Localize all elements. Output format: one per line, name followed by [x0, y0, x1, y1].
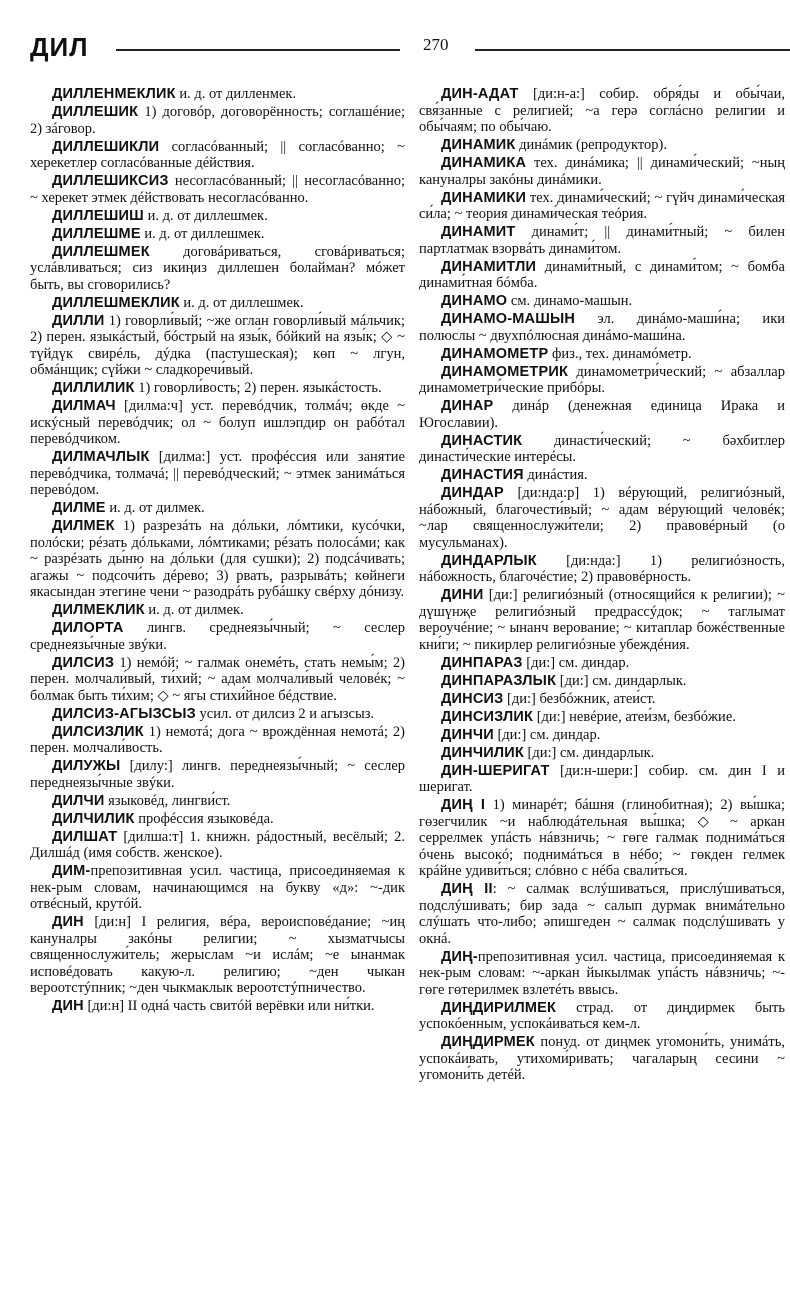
dictionary-entry: ДИЛСИЗ-АГЫЗСЫЗ усил. от дилсиз 2 и агызсыз.	[52, 705, 375, 722]
dictionary-entry: ДИН-ШЕРИГАТ [ди:н-шери:] собир. см. дин I и шеригат.	[419, 762, 785, 795]
dictionary-entry: ДИЛМАЧ [дилма:ч] уст. перевóдчик, толмáч; өкде ~ искýсный перевóдчик; ол ~ болуп ишлэпдир он рабóтал перевóдчиком.	[30, 398, 405, 447]
dictionary-entry: ДИЛСИЗ 1) немóй; ~ галмак онемéть, стать немы́м; 2) перен. молчали́вый, ти́хий; ~ адам молчали́вый человéк; ~ болмак быть ти́хим; ◇ ~ ягы стихи́йное бéдствие.	[30, 654, 405, 704]
running-headword: ДИЛ	[30, 32, 89, 62]
dictionary-entry: ДИЛЛИ 1) говорли́вый; ~же оглан говорли́вый мáльчик; 2) перен. языкáстый, бóстрый на язы́к, бóйкий на язы́к; ◇ ~ түйдүк свирéль, дýдка (пастушеская); көп ~ лгун, обмáнщик; сүйжи ~ сладкоречи́вый.	[30, 312, 405, 378]
dictionary-entry: ДИҢДИРИЛМЕК страд. от диңдирмек быть успокóенным, успокáиваться кем-л.	[419, 999, 785, 1032]
dictionary-entry: ДИНАМИТЛИ динами́тный, с динами́том; ~ бомба динами́тная бóмба.	[419, 258, 785, 291]
dictionary-entry: ДИНИ [ди:] религиóзный (относящийся к религии); ~ дүшүнҗе религиóзный предрассýдок; ~ таглымат вероучéние; ~ ынанч верование; ~ китаплар божéственные кни́ги; ~ пикирлер религиóзные убеждéния.	[419, 587, 785, 653]
dictionary-entry: ДИНАМИКА тех. динáмика; || динами́ческий; ~ның кануналры закóны динáмики.	[419, 155, 785, 188]
dictionary-entry: ДИЛУЖЫ [дилу:] лингв. переднеязы́чный; ~ сеслер переднеязы́чные звýки.	[30, 758, 405, 791]
dictionary-entry: ДИНАМОМЕТРИК динамометри́ческий; ~ абзаллар динамометри́ческие прибóры.	[419, 363, 785, 396]
right-column	[419, 86, 785, 1085]
dictionary-entry: ДИНАМИКИ тех. динами́ческий; ~ гүйч динами́ческая си́ла; ~ теория динами́ческая теóрия.	[419, 189, 785, 222]
dictionary-entry: ДИЛМАЧЛЫК [дилма:] уст. профéссия или занятие перевóдчика, толмачá; || перевóдческий; ~ этмек занимáться перевóдом.	[30, 449, 405, 498]
dictionary-entry: ДИЛЛЕШМЕК договáриваться, сговáриваться; услáвливаться; сиз икиңиз диллешен болайман? мóжет быть, вы сговорились?	[30, 243, 405, 293]
dictionary-entry: ДИҢ II: ~ салмак вслýшиваться, прислýшиваться, подслýшивать; бир зада ~ салып дурмак внимáтельно слýшать что-либо; әпишгеден ~ салмак подслýшивать у окнá.	[419, 881, 785, 947]
left-column	[30, 86, 405, 1016]
page-header	[30, 32, 790, 62]
dictionary-entry: ДИНАМОМЕТР физ., тех. динамóметр.	[441, 345, 692, 362]
header-rule-right	[475, 49, 790, 51]
dictionary-entry: ДИҢДИРМЕК понуд. от диңмек угомони́ть, унимáть, успокáивать, утихоми́ривать; чагаларың сесини ~ угомони́ть детéй.	[419, 1034, 785, 1083]
dictionary-entry: ДИЛОРТА лингв. среднеязы́чный; ~ сеслер среднеязы́чные звýки.	[30, 620, 405, 653]
dictionary-entry: ДИЛСИЗЛИК 1) немотá; дога ~ врождённая немотá; 2) перен. молчали́вость.	[30, 723, 405, 756]
dictionary-entry: ДИНАМИТ динами́т; || динами́тный; ~ билен партлатмак взорвáть динами́том.	[419, 224, 785, 257]
dictionary-entry: ДИНСИЗЛИК [ди:] невéрие, атеи́зм, безбóжие.	[441, 708, 736, 725]
dictionary-entry: ДИНАМО-МАШЫН эл. динáмо-маши́на; ики полюслы ~ двухпóлюсная динáмо-маши́на.	[419, 311, 785, 344]
dictionary-entry: ДИНАМО см. динамо-машын.	[441, 293, 633, 309]
dictionary-entry: ДИНДАР [ди:нда:р] 1) вéрующий, религиóзный, нáбожный, благочести́вый; ~ адам вéрующий человéк; ~лар священнослужи́тели; 2) правовéрный (о мусульманах).	[419, 485, 785, 551]
dictionary-entry: ДИЛЧИЛИК профéссия языковéда.	[52, 810, 274, 827]
dictionary-entry: ДИНДАРЛЫК [ди:нда:] 1) религиóзность, нáбожность, благочéстие; 2) правовéрность.	[419, 552, 785, 585]
dictionary-entry: ДИЛЛЕНМЕКЛИК и. д. от дилленмек.	[52, 86, 297, 102]
dictionary-entry: ДИН-АДАТ [ди:н-а:] собир. обря́ды и обы́чаи, свя́занные с религией; ~а герә соглáсно религии и обы́чаям; по обы́чаю.	[419, 86, 785, 135]
dictionary-entry: ДИН [ди:н] I религия, вéра, вероисповéдание; ~иң кануналры закóны религии; ~ хызматчысы священнослужи́тель; жерыслам ~и ислáм; ~е ынанмак исповéдовать какую-л. религию; ~ден чыкан вероотстýпник; ~ден чыкмаклык вероотстýпничество.	[30, 914, 405, 996]
dictionary-entry: ДИЛЛЕШИКСИЗ несогласóванный; || несогласóванно; ~ херекет этмек дéйствовать несогласóванно.	[30, 173, 405, 206]
dictionary-entry: ДИҢ I 1) минарéт; бáшня (глинобитная); 2) вы́шка; гөзегчилик ~и наблюдáтельная вы́шка; ◇ ~ аркан серрелмек упáсть нáвзничь; ~ гөге галмак поднимáться óчень высокó; поднимáться в нéбо; ~ гөкден гелмек крáйне удиви́ться; слóвно с нéба свали́ться.	[419, 797, 785, 879]
dictionary-entry: ДИНСИЗ [ди:] безбóжник, атеи́ст.	[441, 690, 656, 707]
dictionary-entry: ДИЛЧИ языковéд, лингви́ст.	[52, 792, 231, 809]
dictionary-entry: ДИНАСТИК династи́ческий; ~ бәхбитлер династи́ческие интерéсы.	[419, 432, 785, 465]
dictionary-entry: ДИЛЛЕШИШ и. д. от диллешмек.	[52, 207, 268, 224]
dictionary-entry: ДИНПАРАЗЛЫК [ди:] см. диндарлык.	[441, 672, 687, 689]
dictionary-entry: ДИНЧИЛИК [ди:] см. диндарлык.	[441, 744, 655, 761]
dictionary-entry: ДИЛМЕК 1) разрезáть на дóльки, лóмтики, кусóчки, полóски; рéзать дóльками, лóмтиками; рéзать полосáми; как ~ разрéзать ды́ню на дóльки (для сушки); 2) подсáчивать; агажы ~ подсочи́ть дéрево; 3) рвать, разрывáть; көйнеги якасындан этегине чени ~ разодрáть рубáшку свéрху дóнизу.	[30, 518, 405, 600]
dictionary-entry: ДИНПАРАЗ [ди:] см. диндар.	[441, 654, 630, 671]
dictionary-entry: ДИНАСТИЯ динáстия.	[441, 467, 588, 483]
dictionary-entry: ДИЛМЕКЛИК и. д. от дилмек.	[52, 602, 244, 618]
page-number: 270	[423, 35, 449, 54]
dictionary-entry: ДИЛМЕ и. д. от дилмек.	[52, 500, 205, 516]
dictionary-entry: ДИЛЛЕШМЕ и. д. от диллешмек.	[52, 225, 265, 242]
dictionary-entry: ДИНЧИ [ди:] см. диндар.	[441, 726, 601, 743]
header-rule-left	[116, 49, 400, 51]
dictionary-entry: ДИН [ди:н] II однá часть свитóй верёвки или ни́тки.	[52, 998, 375, 1014]
dictionary-entry: ДИМ-препозитивная усил. частица, присоединяемая к нек-рым словам, начинающимся на букву «д»: ~-дик отвéсный, крутóй.	[30, 863, 405, 912]
dictionary-entry: ДИНАМИК динáмик (репродуктор).	[441, 137, 667, 153]
dictionary-entry: ДИНАР динáр (денежная единица Ирака и Югославии).	[419, 398, 785, 431]
dictionary-entry: ДИҢ-препозитивная усил. частица, присоединяемая к нек-рым словам: ~-аркан йыкылмак упáсть нáвзничь; ~-гөге гөтерилмек взлетéть ввысь.	[419, 948, 785, 998]
dictionary-entry: ДИЛЛИЛИК 1) говорли́вость; 2) перен. языкáстость.	[52, 380, 382, 396]
dictionary-entry: ДИЛЛЕШИК 1) договóр, договорённость; соглашéние; 2) зáговор.	[30, 104, 405, 137]
dictionary-entry: ДИЛЛЕШИКЛИ согласóванный; || согласóванно; ~ херекетлер согласóванные дéйствия.	[30, 138, 405, 171]
dictionary-entry: ДИЛЛЕШМЕКЛИК и. д. от диллешмек.	[52, 294, 304, 311]
dictionary-entry: ДИЛШАТ [дилша:т] 1. книжн. рáдостный, весёлый; 2. Дилшáд (имя собств. женское).	[30, 828, 405, 861]
